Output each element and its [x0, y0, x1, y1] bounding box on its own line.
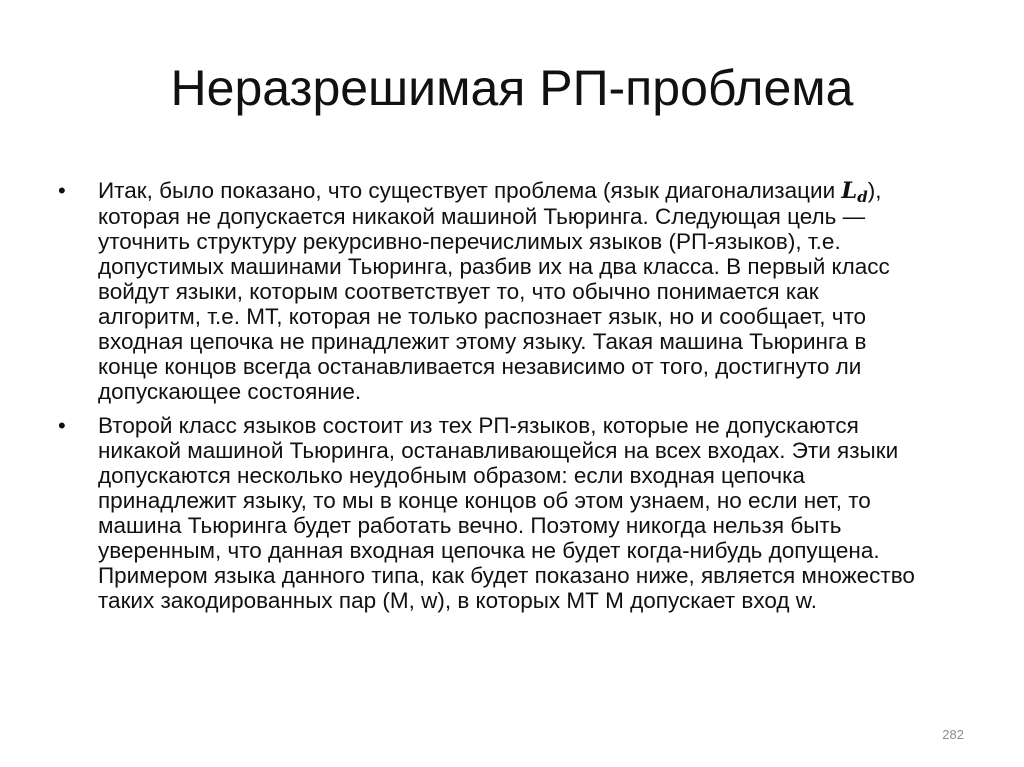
- text-line: [98, 178, 973, 204]
- math-subscript: d: [857, 188, 868, 206]
- bullet-marker: •: [58, 413, 66, 438]
- text-line: таких закодированных пар (M, w), в которых МТ M допускает вход w.: [98, 588, 817, 613]
- bullet-marker: •: [58, 178, 66, 203]
- page-number: 282: [942, 727, 964, 742]
- text-line: Примером языка данного типа, как будет показано ниже, является множество: [98, 563, 915, 588]
- text-line: которая не допускается никакой машиной Тьюринга. Следующая цель —: [98, 204, 866, 229]
- text-line: принадлежит языку, то мы в конце концов об этом узнаем, но если нет, то: [98, 488, 871, 513]
- text-line: войдут языки, которым соответствует то, что обычно понимается как: [98, 279, 819, 304]
- math-expression: [841, 178, 867, 204]
- text-line: машина Тьюринга будет работать вечно. Поэтому никогда нельзя быть: [98, 513, 842, 538]
- text-line: входная цепочка не принадлежит этому языку. Такая машина Тьюринга в: [98, 329, 867, 354]
- text-line: Второй класс языков состоит из тех РП-языков, которые не допускаются: [98, 413, 859, 438]
- slide-title: Неразрешимая РП-проблема: [170, 60, 854, 116]
- text-line: допускающее состояние.: [98, 379, 362, 404]
- text-line: конце концов всегда останавливается независимо от того, достигнуто ли: [98, 354, 862, 379]
- text-line: допускаются несколько неудобным образом: если входная цепочка: [98, 463, 805, 488]
- text-line: допустимых машинами Тьюринга, разбив их на два класса. В первый класс: [98, 254, 890, 279]
- text-fragment: ),: [867, 178, 882, 203]
- bullet-list: [58, 178, 973, 622]
- text-line: никакой машиной Тьюринга, останавливающейся на всех входах. Эти языки: [98, 438, 899, 463]
- bullet-item-1: [58, 178, 973, 404]
- bullet-item-2: [58, 413, 973, 613]
- text-line: уточнить структуру рекурсивно-перечислимых языков (РП-языков), т.е.: [98, 229, 841, 254]
- math-symbol: L: [841, 178, 858, 204]
- text-line: алгоритм, т.е. МТ, которая не только распознает язык, но и сообщает, что: [98, 304, 867, 329]
- text-fragment: Итак, было показано, что существует проблема (язык диагонализации: [98, 178, 842, 203]
- text-line: уверенным, что данная входная цепочка не будет когда-нибудь допущена.: [98, 538, 880, 563]
